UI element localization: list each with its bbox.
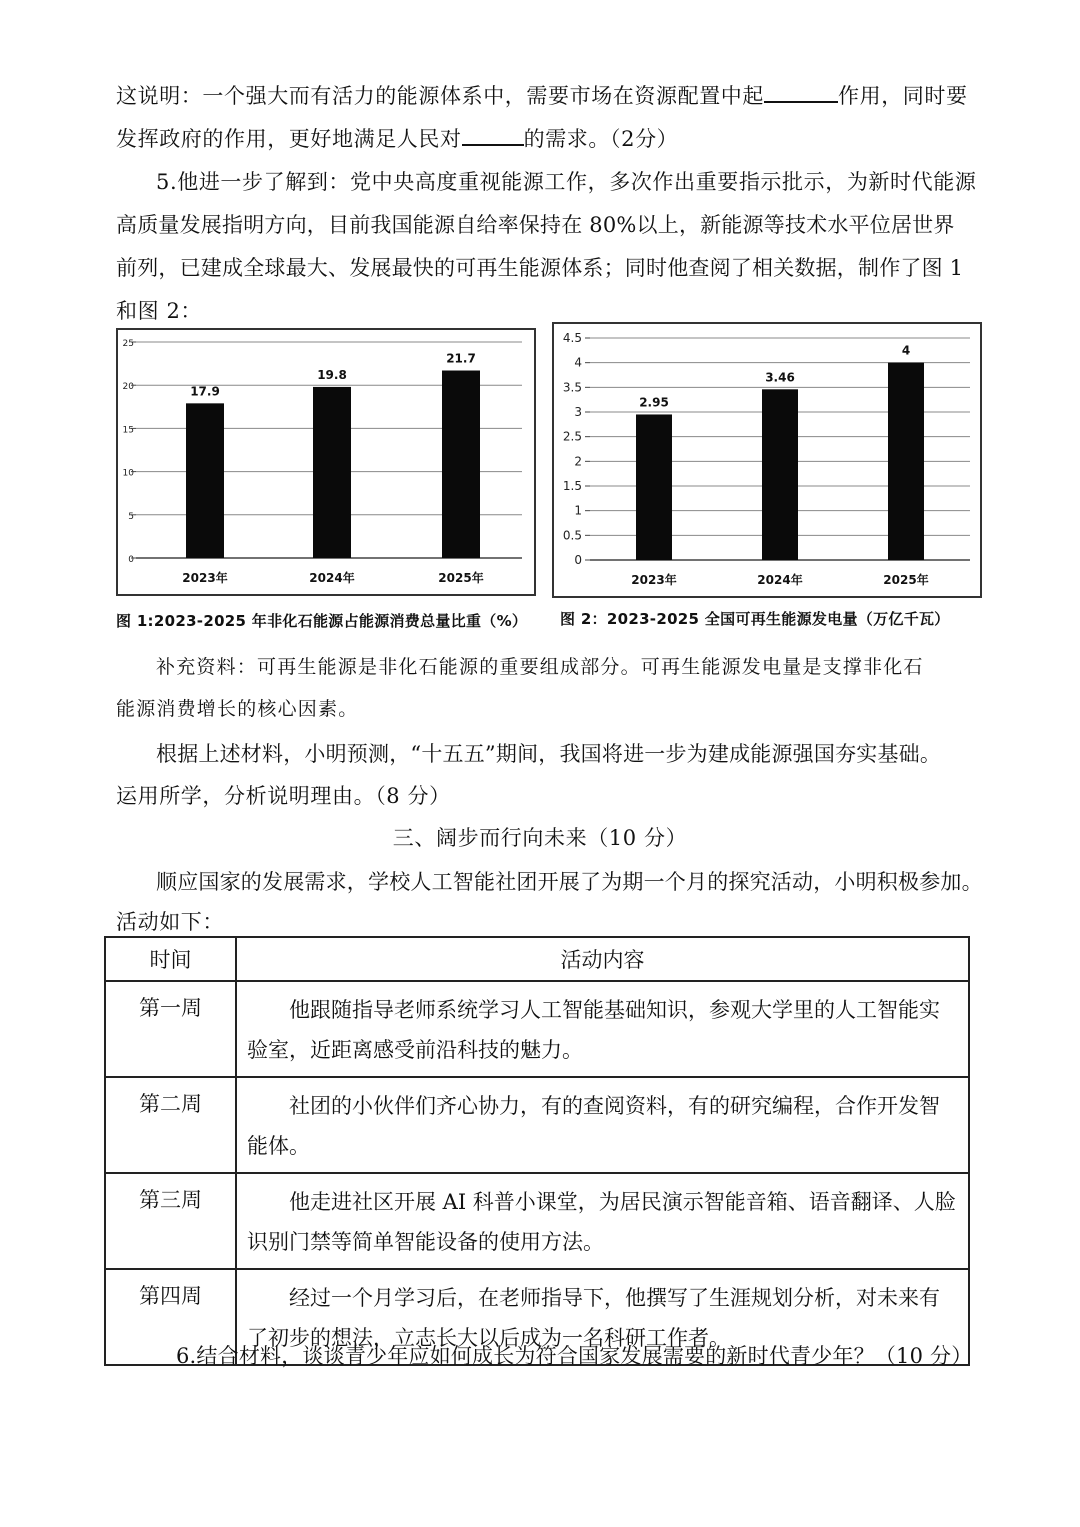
y-tick-label: 2.5 bbox=[562, 429, 582, 444]
week-2: 第二周 bbox=[105, 1077, 236, 1173]
table-row bbox=[105, 981, 969, 1077]
bar bbox=[888, 363, 924, 560]
bar bbox=[636, 414, 672, 560]
table-header-row bbox=[105, 937, 969, 981]
data-label: 21.7 bbox=[446, 351, 476, 366]
week-2-content: 社团的小伙伴们齐心协力，有的查阅资料，有的研究编程，合作开发智能体。 bbox=[236, 1077, 969, 1173]
chart-1 bbox=[116, 328, 536, 596]
category-label: 2023年 bbox=[631, 573, 677, 587]
y-tick-label: 3.5 bbox=[562, 380, 582, 395]
y-tick-label: 3 bbox=[574, 405, 582, 419]
supplement-line-2: 能源消费增长的核心因素。 bbox=[116, 698, 359, 720]
intro-line-1-b: 作用，同时要 bbox=[838, 84, 968, 108]
bar bbox=[313, 387, 351, 558]
chart-1-svg bbox=[118, 330, 534, 594]
y-tick-label: 25 bbox=[122, 339, 134, 349]
week-1-content: 他跟随指导老师系统学习人工智能基础知识，参观大学里的人工智能实验室，近距离感受前沿科技的魅力。 bbox=[236, 981, 969, 1077]
header-content: 活动内容 bbox=[236, 937, 969, 981]
data-label: 2.95 bbox=[639, 395, 669, 410]
data-label: 3.46 bbox=[765, 370, 795, 385]
intro-line-2 bbox=[116, 123, 678, 153]
chart-2 bbox=[552, 322, 982, 598]
category-label: 2025年 bbox=[438, 571, 484, 585]
intro-line-1 bbox=[116, 80, 968, 110]
category-label: 2025年 bbox=[883, 573, 929, 587]
q5-line-3: 前列，已建成全球最大、发展最快的可再生能源体系；同时他查阅了相关数据，制作了图 1 bbox=[116, 256, 964, 280]
intro-line-2-b: 的需求。（2分） bbox=[523, 127, 679, 151]
table-row bbox=[105, 1077, 969, 1173]
bar bbox=[442, 371, 480, 558]
bar bbox=[762, 389, 798, 560]
chart-2-caption: 图 2：2023-2025 全国可再生能源发电量（万亿千瓦） bbox=[560, 610, 950, 628]
data-label: 19.8 bbox=[317, 367, 347, 382]
answer-blank-2[interactable] bbox=[462, 126, 524, 146]
y-tick-label: 2 bbox=[574, 454, 582, 469]
y-tick-label: 1 bbox=[574, 503, 582, 518]
y-tick-label: 4 bbox=[574, 355, 582, 370]
data-label: 17.9 bbox=[190, 384, 220, 399]
intro-line-2-a: 发挥政府的作用，更好地满足人民对 bbox=[116, 127, 462, 151]
y-tick-label: 0 bbox=[128, 555, 134, 565]
y-tick-label: 0.5 bbox=[562, 528, 582, 543]
category-label: 2023年 bbox=[182, 571, 228, 585]
section-3-title: 三、阔步而行向未来（10 分） bbox=[392, 826, 688, 850]
bar bbox=[186, 403, 224, 558]
chart-1-caption: 图 1:2023-2025 年非化石能源占能源消费总量比重（%） bbox=[116, 612, 528, 630]
category-label: 2024年 bbox=[757, 573, 803, 587]
q6-text: 6.结合材料，谈谈青少年应如何成长为符合国家发展需要的新时代青少年？（10 分） bbox=[176, 1344, 973, 1368]
predict-line-2: 运用所学，分析说明理由。（8 分） bbox=[116, 784, 451, 808]
predict-line-1: 根据上述材料，小明预测，“十五五”期间，我国将进一步为建成能源强国夯实基础。 bbox=[156, 742, 942, 766]
y-tick-label: 15 bbox=[122, 425, 134, 436]
week-3-content: 他走进社区开展 AI 科普小课堂，为居民演示智能音箱、语音翻译、人脸识别门禁等简单智能设备的使用方法。 bbox=[236, 1173, 969, 1269]
y-tick-label: 0 bbox=[574, 553, 582, 567]
q5-line-1: 5.他进一步了解到：党中央高度重视能源工作，多次作出重要指示批示，为新时代能源 bbox=[156, 170, 977, 194]
chart-2-svg bbox=[554, 324, 980, 596]
q5-line-4: 和图 2： bbox=[116, 299, 203, 323]
y-tick-label: 5 bbox=[128, 511, 134, 522]
y-tick-label: 4.5 bbox=[562, 331, 582, 345]
q5-line-2: 高质量发展指明方向，目前我国能源自给率保持在 80%以上，新能源等技术水平位居世界 bbox=[116, 213, 955, 237]
header-time: 时间 bbox=[105, 937, 236, 981]
category-label: 2024年 bbox=[309, 571, 355, 585]
activity-table bbox=[104, 936, 970, 1366]
week-3: 第三周 bbox=[105, 1173, 236, 1269]
section-3-intro-2: 活动如下： bbox=[116, 910, 224, 934]
table-row bbox=[105, 1173, 969, 1269]
y-tick-label: 10 bbox=[122, 468, 134, 479]
week-4: 第四周 bbox=[105, 1269, 236, 1365]
y-tick-label: 1.5 bbox=[562, 479, 582, 493]
y-tick-label: 20 bbox=[122, 382, 134, 393]
week-4-content: 经过一个月学习后，在老师指导下，他撰写了生涯规划分析，对未来有了初步的想法，立志长大以后成为一名科研工作者。 bbox=[236, 1269, 969, 1365]
data-label: 4 bbox=[901, 343, 911, 358]
week-1: 第一周 bbox=[105, 981, 236, 1077]
intro-line-1-a: 这说明：一个强大而有活力的能源体系中，需要市场在资源配置中起 bbox=[116, 84, 764, 108]
section-3-intro-1: 顺应国家的发展需求，学校人工智能社团开展了为期一个月的探究活动，小明积极参加。 bbox=[156, 870, 983, 894]
supplement-line-1: 补充资料：可再生能源是非化石能源的重要组成部分。可再生能源发电量是支撑非化石 bbox=[156, 656, 924, 678]
answer-blank-1[interactable] bbox=[764, 83, 838, 103]
